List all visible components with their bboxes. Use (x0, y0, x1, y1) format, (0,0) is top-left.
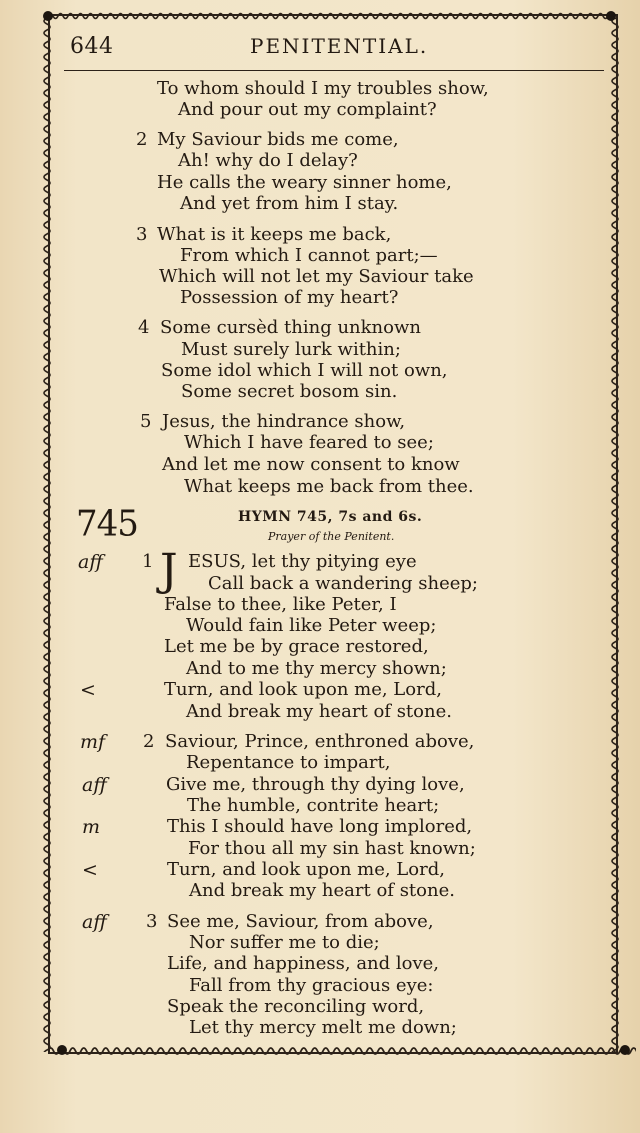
verse-line: Jesus, the hindrance show, (162, 411, 406, 432)
verse-line: For thou all my sin hast known; (188, 838, 476, 859)
verse-line: See me, Saviour, from above, (167, 911, 434, 932)
verse-line: The humble, contrite heart; (187, 795, 440, 816)
drop-cap: J (160, 545, 178, 596)
verse-line: Nor suffer me to die; (189, 932, 380, 953)
stanza-number: 2 (136, 129, 148, 150)
dynamic-mark: aff (78, 551, 103, 573)
verse-line: Fall from thy gracious eye: (189, 975, 434, 996)
verse-line: And yet from him I stay. (180, 193, 399, 214)
dynamic-mark: < (82, 859, 98, 881)
header-rule (64, 70, 604, 71)
verse-line: This I should have long implored, (167, 816, 473, 837)
verse-line: And break my heart of stone. (186, 701, 452, 722)
verse-line: Speak the reconciling word, (167, 996, 425, 1017)
corner-ornament (43, 11, 53, 21)
verse-line: What keeps me back from thee. (184, 476, 474, 497)
verse-line: Call back a wandering sheep; (208, 573, 478, 594)
verse-line: False to thee, like Peter, I (164, 594, 397, 615)
verse-line: Which will not let my Saviour take (159, 266, 474, 287)
verse-line: Turn, and look upon me, Lord, (164, 679, 442, 700)
verse-line: Let thy mercy melt me down; (189, 1017, 457, 1038)
corner-ornament (57, 1045, 67, 1055)
running-head: PENITENTIAL. (250, 34, 429, 58)
stanza-number: 3 (146, 911, 158, 932)
dynamic-mark: mf (80, 731, 106, 753)
verse-line: Some secret bosom sin. (181, 381, 398, 402)
verse-line: Saviour, Prince, enthroned above, (165, 731, 475, 752)
verse-line: Some cursèd thing unknown (160, 317, 421, 338)
hymn-subtitle: Prayer of the Penitent. (268, 530, 395, 543)
dynamic-mark: m (82, 816, 101, 838)
verse-line: Possession of my heart? (180, 287, 399, 308)
verse-line: Some idol which I will not own, (161, 360, 448, 381)
verse-line: And pour out my complaint? (178, 99, 437, 120)
verse-line: Life, and happiness, and love, (167, 953, 440, 974)
verse-line: To whom should I my troubles show, (157, 78, 489, 99)
verse-line: What is it keeps me back, (157, 224, 392, 245)
stanza-number: 1 (142, 551, 154, 572)
stanza-number: 2 (143, 731, 155, 752)
verse-line: ESUS, let thy pitying eye (188, 551, 417, 572)
stanza-number: 5 (140, 411, 152, 432)
verse-line: Let me be by grace restored, (164, 636, 429, 657)
verse-line: My Saviour bids me come, (157, 129, 399, 150)
verse-line: Must surely lurk within; (181, 339, 401, 360)
hymn-title: HYMN 745, 7s and 6s. (238, 509, 423, 525)
verse-line: Repentance to impart, (186, 752, 391, 773)
corner-ornament (606, 11, 616, 21)
verse-line: And let me now consent to know (162, 454, 460, 475)
stanza-number: 3 (136, 224, 148, 245)
verse-line: And break my heart of stone. (189, 880, 455, 901)
dynamic-mark: aff (82, 911, 107, 933)
verse-line: He calls the weary sinner home, (157, 172, 452, 193)
hymn-number-large: 745 (76, 503, 138, 545)
page-number: 644 (70, 34, 114, 59)
verse-line: Turn, and look upon me, Lord, (167, 859, 445, 880)
verse-line: Ah! why do I delay? (178, 150, 358, 171)
dynamic-mark: < (80, 679, 96, 701)
verse-line: Give me, through thy dying love, (166, 774, 465, 795)
verse-line: Which I have feared to see; (184, 432, 434, 453)
corner-ornament (620, 1045, 630, 1055)
verse-line: And to me thy mercy shown; (186, 658, 447, 679)
dynamic-mark: aff (82, 774, 107, 796)
verse-line: Would fain like Peter weep; (186, 615, 437, 636)
verse-line: From which I cannot part;— (180, 245, 438, 266)
stanza-number: 4 (138, 317, 150, 338)
